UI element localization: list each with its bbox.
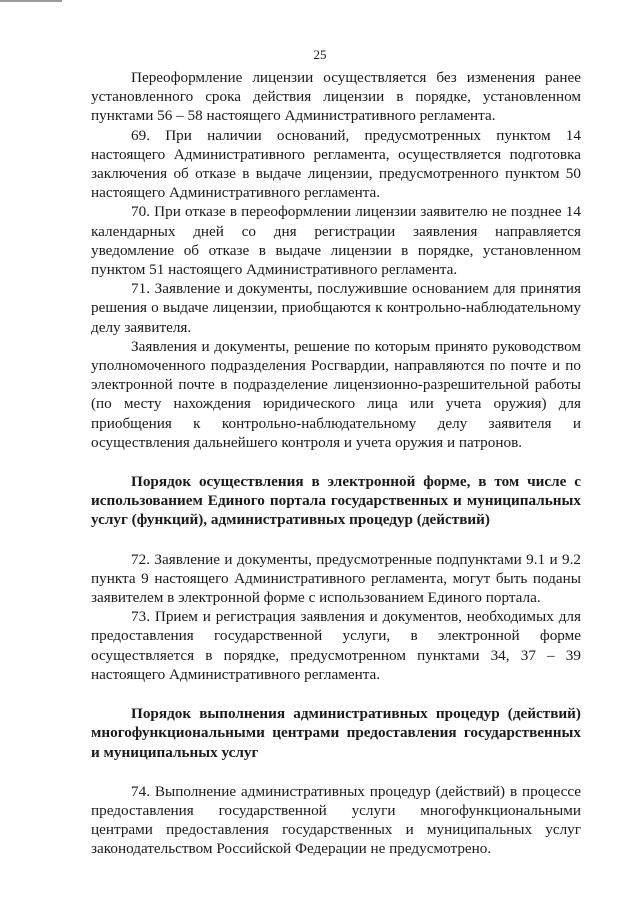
paragraph-71: 71. Заявление и документы, послужившие основанием для принятия решения о выдаче лицензии, приобщаются к контрольно-наблюдательному делу заявителя. bbox=[91, 280, 581, 336]
section-heading-electronic-form: Порядок осуществления в электронной форме, в том числе с использованием Единого портала государственных и муниципальных услуг (функций), административных процедур (действий) bbox=[91, 473, 581, 529]
scan-edge-mark bbox=[0, 0, 62, 2]
paragraph-reissue-term: Переоформление лицензии осуществляется без изменения ранее установленного срока действия лицензии в порядке, установленном пунктами 56 – 58 настоящего Административного регламента. bbox=[91, 69, 581, 125]
spacer bbox=[91, 452, 581, 472]
section-heading-mfc: Порядок выполнения административных процедур (действий) многофункциональными центрами предоставления государственных и муниципальных услуг bbox=[91, 705, 581, 761]
paragraph-69: 69. При наличии оснований, предусмотренных пунктом 14 настоящего Административного регламента, осуществляется подготовка заключения об отказе в выдаче лицензии, предусмотренного пунктом 50 настоящего Административного регламента. bbox=[91, 126, 581, 202]
paragraph-70: 70. При отказе в переоформлении лицензии заявителю не позднее 14 календарных дней со дня регистрации заявления направляется уведомление об отказе в выдаче лицензии в порядке, установленном пунктом 51 настоящего Административного регламента. bbox=[91, 203, 581, 279]
spacer bbox=[91, 762, 581, 782]
spacer bbox=[91, 530, 581, 550]
paragraph-72: 72. Заявление и документы, предусмотренные подпунктами 9.1 и 9.2 пункта 9 настоящего Административного регламента, могут быть поданы заявителем в электронной форме с использованием Единого портала. bbox=[91, 550, 581, 607]
paragraph-documents-forwarding: Заявления и документы, решение по которым принято руководством уполномоченного подразделения Росгвардии, направляются по почте и по электронной почте в подразделение лицензионно-разрешительной работы (по месту нахождения юридического лица или учета оружия) для приобщения к контрольно-наблюдательному делу заявителя и осуществления дальнейшего контроля и учета оружия и патронов. bbox=[91, 337, 581, 451]
document-body bbox=[91, 68, 581, 859]
spacer bbox=[91, 684, 581, 704]
paragraph-73: 73. Прием и регистрация заявления и документов, необходимых для предоставления государственной услуги, в электронной форме осуществляется в порядке, предусмотренном пунктами 34, 37 – 39 настоящего Административного регламента. bbox=[91, 608, 581, 683]
paragraph-74: 74. Выполнение административных процедур (действий) в процессе предоставления государственной услуги многофункциональными центрами предоставления государственных и муниципальных услуг законодательством Российской Федерации не предусмотрено. bbox=[91, 782, 581, 858]
page-number: 25 bbox=[313, 47, 327, 62]
